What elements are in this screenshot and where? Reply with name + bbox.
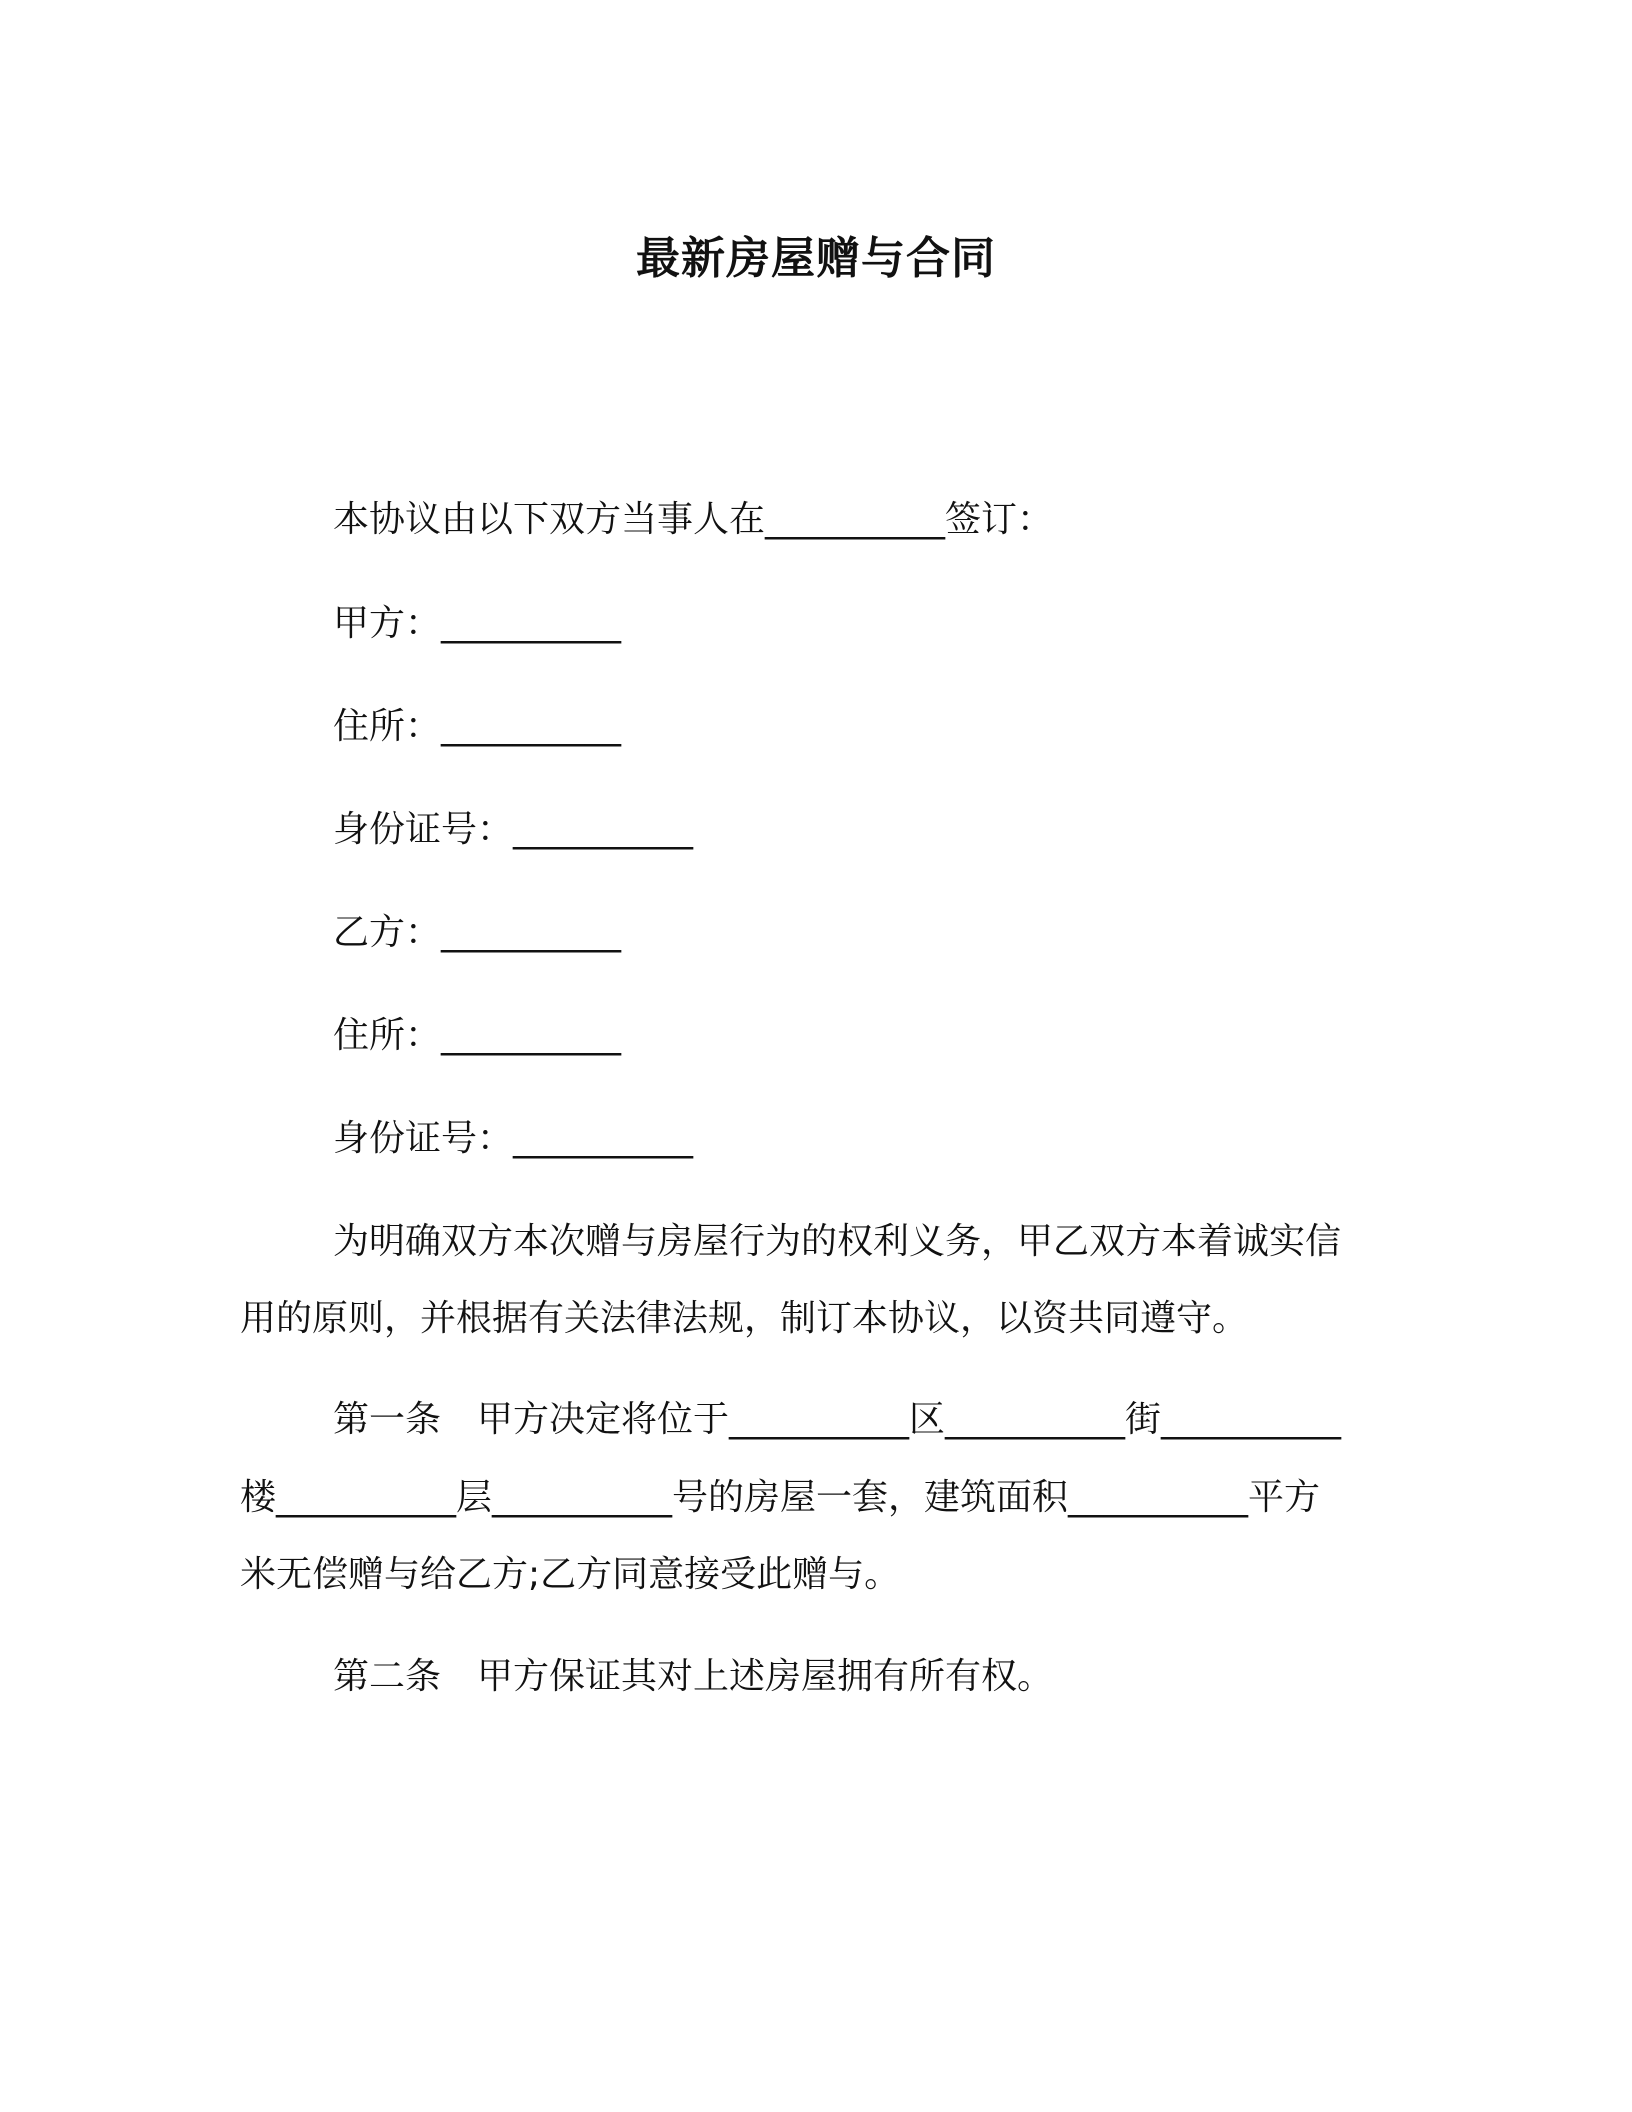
party-a-id: 身份证号：__________ (333, 809, 694, 850)
document-title: 最新房屋赠与合同 (636, 233, 996, 284)
article1-line-2: 楼__________层__________号的房屋一套，建筑面积__________平方 (240, 1477, 1321, 1518)
article2-line: 第二条 甲方保证其对上述房屋拥有所有权。 (333, 1656, 1054, 1697)
intro-line: 本协议由以下双方当事人在__________签订： (333, 499, 1054, 540)
article1-line-3: 米无偿赠与给乙方;乙方同意接受此赠与。 (240, 1554, 901, 1595)
purpose-line-2: 用的原则，并根据有关法律法规，制订本协议，以资共同遵守。 (240, 1298, 1249, 1339)
party-a-address: 住所：__________ (333, 706, 622, 747)
party-b-address: 住所：__________ (333, 1015, 622, 1056)
party-b-name: 乙方：__________ (333, 912, 622, 953)
party-b-id: 身份证号：__________ (333, 1118, 694, 1159)
party-a-name: 甲方：__________ (333, 603, 622, 644)
purpose-line-1: 为明确双方本次赠与房屋行为的权利义务，甲乙双方本着诚实信 (333, 1221, 1342, 1262)
article1-line-1: 第一条 甲方决定将位于__________区__________街__________ (333, 1399, 1342, 1440)
